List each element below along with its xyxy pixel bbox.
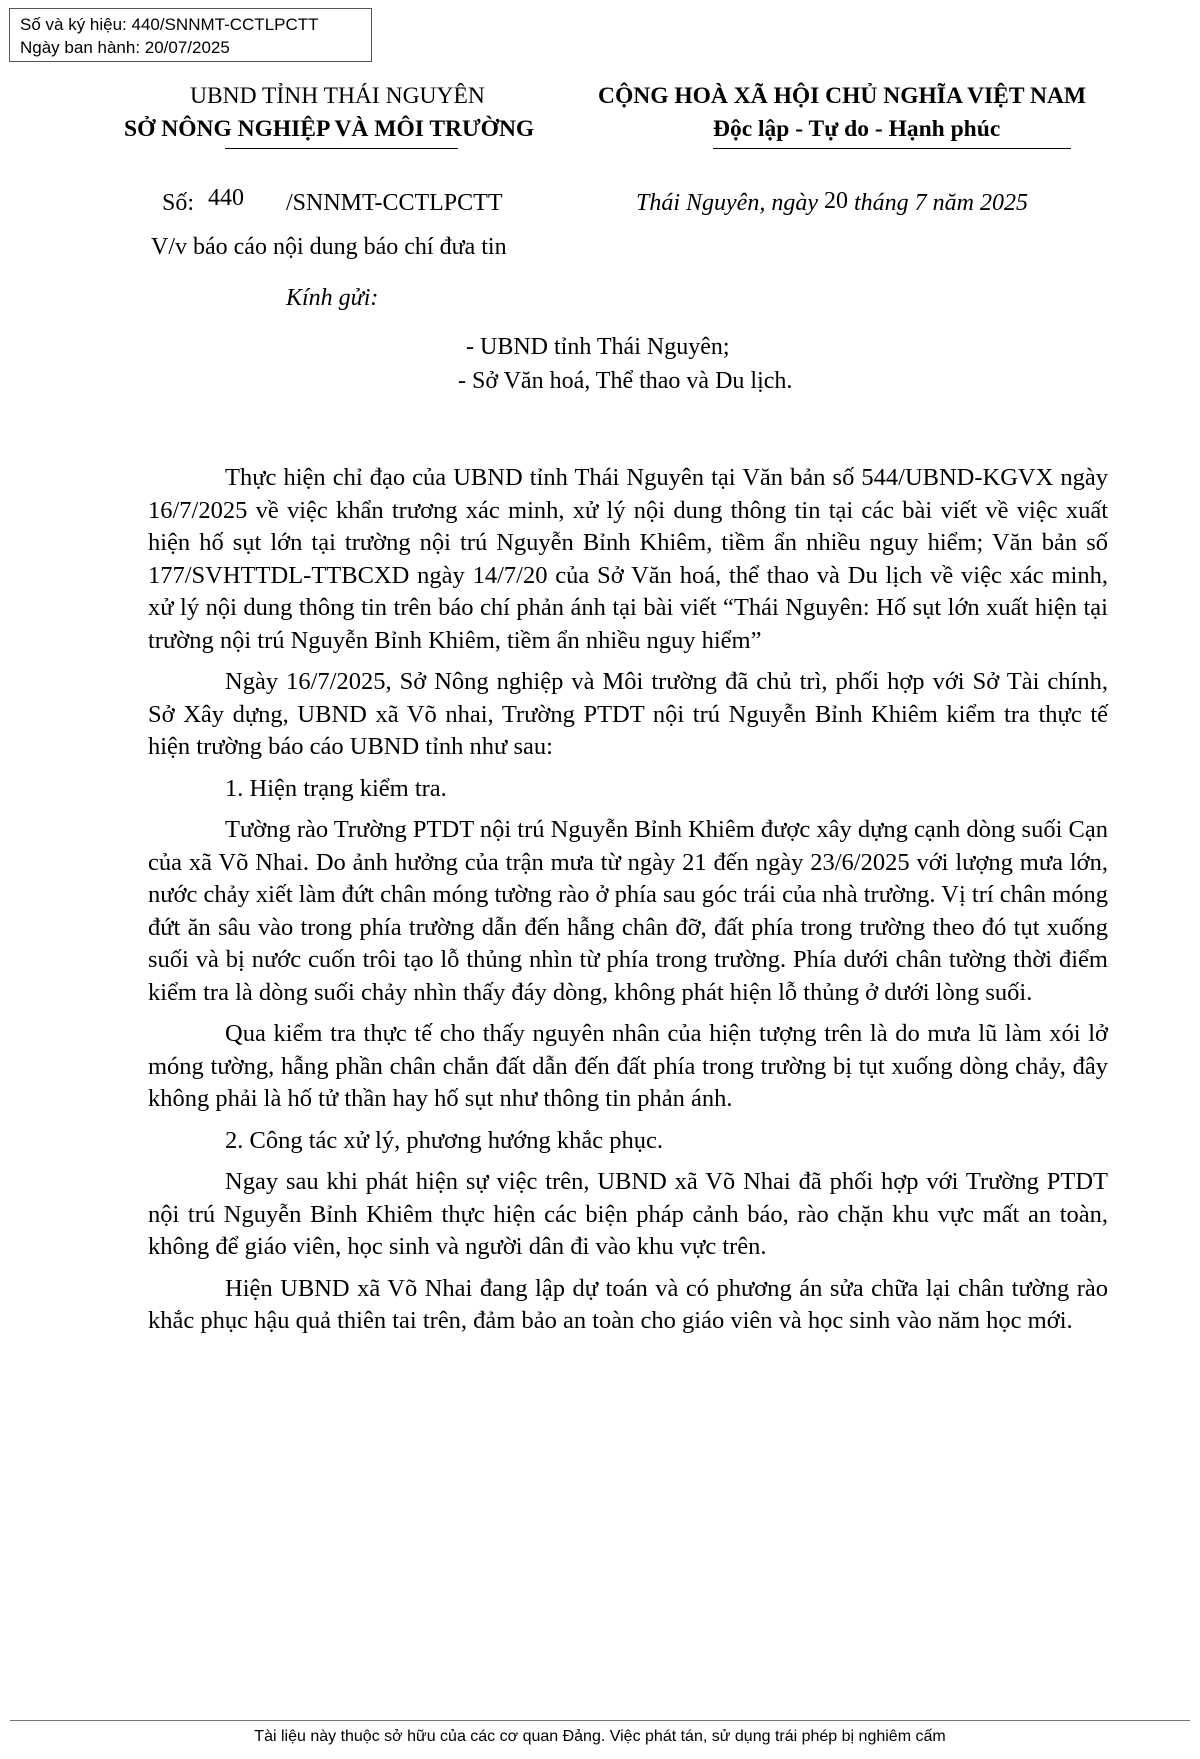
agency-department: SỞ NÔNG NGHIỆP VÀ MÔI TRƯỜNG xyxy=(124,116,535,142)
recipient: - Sở Văn hoá, Thể thao và Du lịch. xyxy=(458,368,793,394)
agency-province: UBND TỈNH THÁI NGUYÊN xyxy=(190,83,485,109)
footer-divider xyxy=(10,1720,1190,1721)
document-body xyxy=(148,462,1108,1347)
date-month-year: tháng 7 năm 2025 xyxy=(853,190,1028,216)
date-place: Thái Nguyên, ngày xyxy=(636,190,818,216)
section-heading: 1. Hiện trạng kiểm tra. xyxy=(225,774,447,802)
document-id-stamp xyxy=(9,8,372,62)
issue-date xyxy=(636,190,1028,217)
date-day: 20 xyxy=(823,188,848,214)
doc-number-suffix: /SNNMT-CCTLPCTT xyxy=(286,190,503,216)
agency-underline xyxy=(225,148,458,149)
motto-underline xyxy=(713,148,1071,149)
body-paragraph: Ngay sau khi phát hiện sự việc trên, UBND xã Võ Nhai đã phối hợp với Trường PTDT nội trú Nguyễn Bỉnh Khiêm thực hiện các biện pháp cảnh báo, rào chặn khu vực mất an toàn, không để giáo viên, học sinh và người dân đi vào khu vực trên. xyxy=(148,1168,1108,1260)
doc-number-value: 440 xyxy=(208,185,244,211)
footer-notice: Tài liệu này thuộc sở hữu của các cơ quan Đảng. Việc phát tán, sử dụng trái phép bị nghiêm cấm xyxy=(254,1728,946,1745)
body-paragraph: Ngày 16/7/2025, Sở Nông nghiệp và Môi trường đã chủ trì, phối hợp với Sở Tài chính, Sở Xây dựng, UBND xã Võ nhai, Trường PTDT nội trú Nguyễn Bỉnh Khiêm kiểm tra thực tế hiện trường báo cáo UBND tỉnh như sau: xyxy=(148,668,1108,760)
recipient: - UBND tỉnh Thái Nguyên; xyxy=(466,334,730,360)
doc-number-label: Số: xyxy=(162,190,195,216)
section-heading: 2. Công tác xử lý, phương hướng khắc phục. xyxy=(225,1126,663,1154)
body-paragraph: Hiện UBND xã Võ Nhai đang lập dự toán và có phương án sửa chữa lại chân tường rào khắc phục hậu quả thiên tai trên, đảm bảo an toàn cho giáo viên và học sinh vào năm học mới. xyxy=(148,1274,1108,1334)
stamp-issue-date: Ngày ban hành: 20/07/2025 xyxy=(20,38,230,57)
body-paragraph: Tường rào Trường PTDT nội trú Nguyễn Bỉnh Khiêm được xây dựng cạnh dòng suối Cạn của xã Võ Nhai. Do ảnh hưởng của trận mưa từ ngày 21 đến ngày 23/6/2025 với lượng mưa lớn, nước chảy xiết làm đứt chân móng tường rào ở phía sau góc trái của nhà trường. Vị trí chân móng đứt ăn sâu vào trong phía trường dẫn đến hẫng chân đỡ, đất phía trong trường theo đó tụt xuống suối và bị nước cuốn trôi tạo lỗ thủng nhìn từ phía trong trường. Phía dưới chân tường thời điểm kiểm tra là dòng suối chảy nhìn thấy đáy dòng, không phát hiện lỗ thủng ở dưới lòng suối. xyxy=(148,816,1108,1006)
document-subject: V/v báo cáo nội dung báo chí đưa tin xyxy=(151,234,507,260)
body-paragraph: Thực hiện chỉ đạo của UBND tỉnh Thái Nguyên tại Văn bản số 544/UBND-KGVX ngày 16/7/2025 về việc khẩn trương xác minh, xử lý nội dung thông tin tại các bài viết về việc xuất hiện hố sụt lớn tại trường nội trú Nguyễn Bỉnh Khiêm, tiềm ẩn nhiều nguy hiểm; Văn bản số 177/SVHTTDL-TTBCXD ngày 14/7/20 của Sở Văn hoá, thể thao và Du lịch về việc xác minh, xử lý nội dung thông tin trên báo chí phản ánh tại bài viết “Thái Nguyên: Hố sụt lớn xuất hiện tại trường nội trú Nguyễn Bỉnh Khiêm, tiềm ẩn nhiều nguy hiểm” xyxy=(148,464,1108,654)
national-motto: Độc lập - Tự do - Hạnh phúc xyxy=(713,116,1001,142)
stamp-doc-number: Số và ký hiệu: 440/SNNMT-CCTLPCTT xyxy=(20,15,319,34)
greeting: Kính gửi: xyxy=(286,285,379,311)
body-paragraph: Qua kiểm tra thực tế cho thấy nguyên nhân của hiện tượng trên là do mưa lũ làm xói lở móng tường, hẫng phần chân chắn đất dẫn đến đất phía trong trường bị tụt xuống dòng chảy, đây không phải là hố tử thần hay hố sụt như thông tin phản ánh. xyxy=(148,1020,1108,1112)
national-title: CỘNG HOÀ XÃ HỘI CHỦ NGHĨA VIỆT NAM xyxy=(598,83,1087,109)
